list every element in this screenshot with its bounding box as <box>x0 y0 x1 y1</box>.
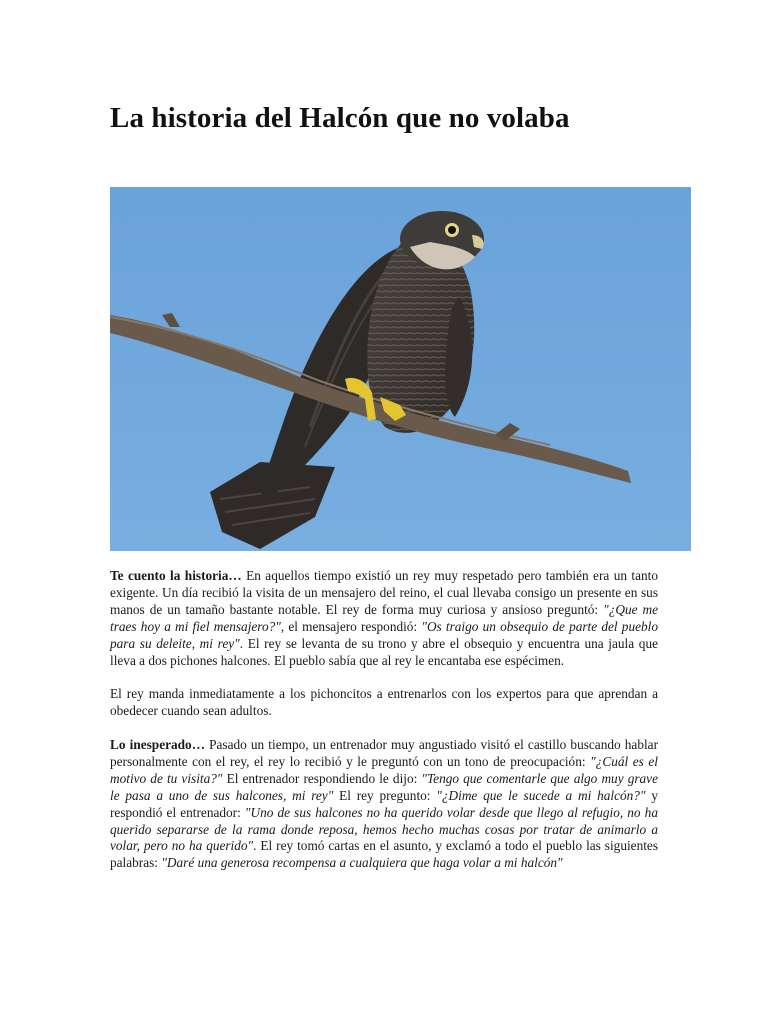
story-text-run: , el mensajero respondió: <box>280 618 422 634</box>
section-lead: Lo inesperado… <box>110 737 205 753</box>
story-text-run: El rey pregunto: <box>333 787 437 803</box>
story-text-run: El entrenador respondiendo le dijo: <box>222 770 422 786</box>
dialogue-quote: "¿Cuál es el motivo de tu visita?" <box>110 753 658 786</box>
story-paragraph-1 <box>110 568 658 669</box>
falcon-photo <box>110 187 691 551</box>
section-lead: Te cuento la historia… <box>110 568 242 583</box>
dialogue-quote: "Os traigo un obsequio de parte del pueblo para su deleite, mi rey" <box>110 618 658 651</box>
story-text-run: . El rey tomó cartas en el asunto, y exclamó a todo el pueblo las siguientes palabras: <box>110 838 658 871</box>
story-text <box>110 568 658 872</box>
story-paragraph-3 <box>110 737 658 872</box>
dialogue-quote: "¿Que me traes hoy a mi fiel mensajero?" <box>110 601 658 634</box>
story-text-run: Pasado un tiempo, un entrenador muy angustiado visitó el castillo buscando hablar personalmente con el rey, el rey lo recibió y le preguntó con un tono de preocupación: <box>110 737 658 769</box>
dialogue-quote: "Tengo que comentarle que algo muy grave le pasa a uno de sus halcones, mi rey" <box>110 770 658 803</box>
dialogue-quote: "¿Dime que le sucede a mi halcón?" <box>436 787 646 803</box>
story-text-run: . El rey se levanta de su trono y abre el obsequio y encuentra una jaula que lleva a dos pichones halcones. El pueblo sabía que al rey le encantaba ese espécimen. <box>110 635 658 668</box>
story-text-run: y respondió el entrenador: <box>110 787 658 820</box>
story-paragraph-2: El rey manda inmediatamente a los pichoncitos a entrenarlos con los expertos para que aprendan a obedecer cuando sean adultos. <box>110 686 658 719</box>
page-title: La historia del Halcón que no volaba <box>110 102 570 134</box>
story-text-run: En aquellos tiempo existió un rey muy respetado pero también era un tanto exigente. Un día recibió la visita de un mensajero del reino, el cual llevaba consigo un presente en sus manos de un tamaño bastante notable. El rey de forma muy curiosa y ansioso preguntó: <box>110 568 659 617</box>
dialogue-quote: "Daré una generosa recompensa a cualquiera que haga volar a mi halcón" <box>161 855 563 871</box>
dialogue-quote: "Uno de sus halcones no ha querido volar desde que llego al refugio, no ha querido separarse de la rama donde reposa, hemos hecho muchas cosas por tratar de animarlo a volar, pero no ha querido" <box>110 804 658 854</box>
